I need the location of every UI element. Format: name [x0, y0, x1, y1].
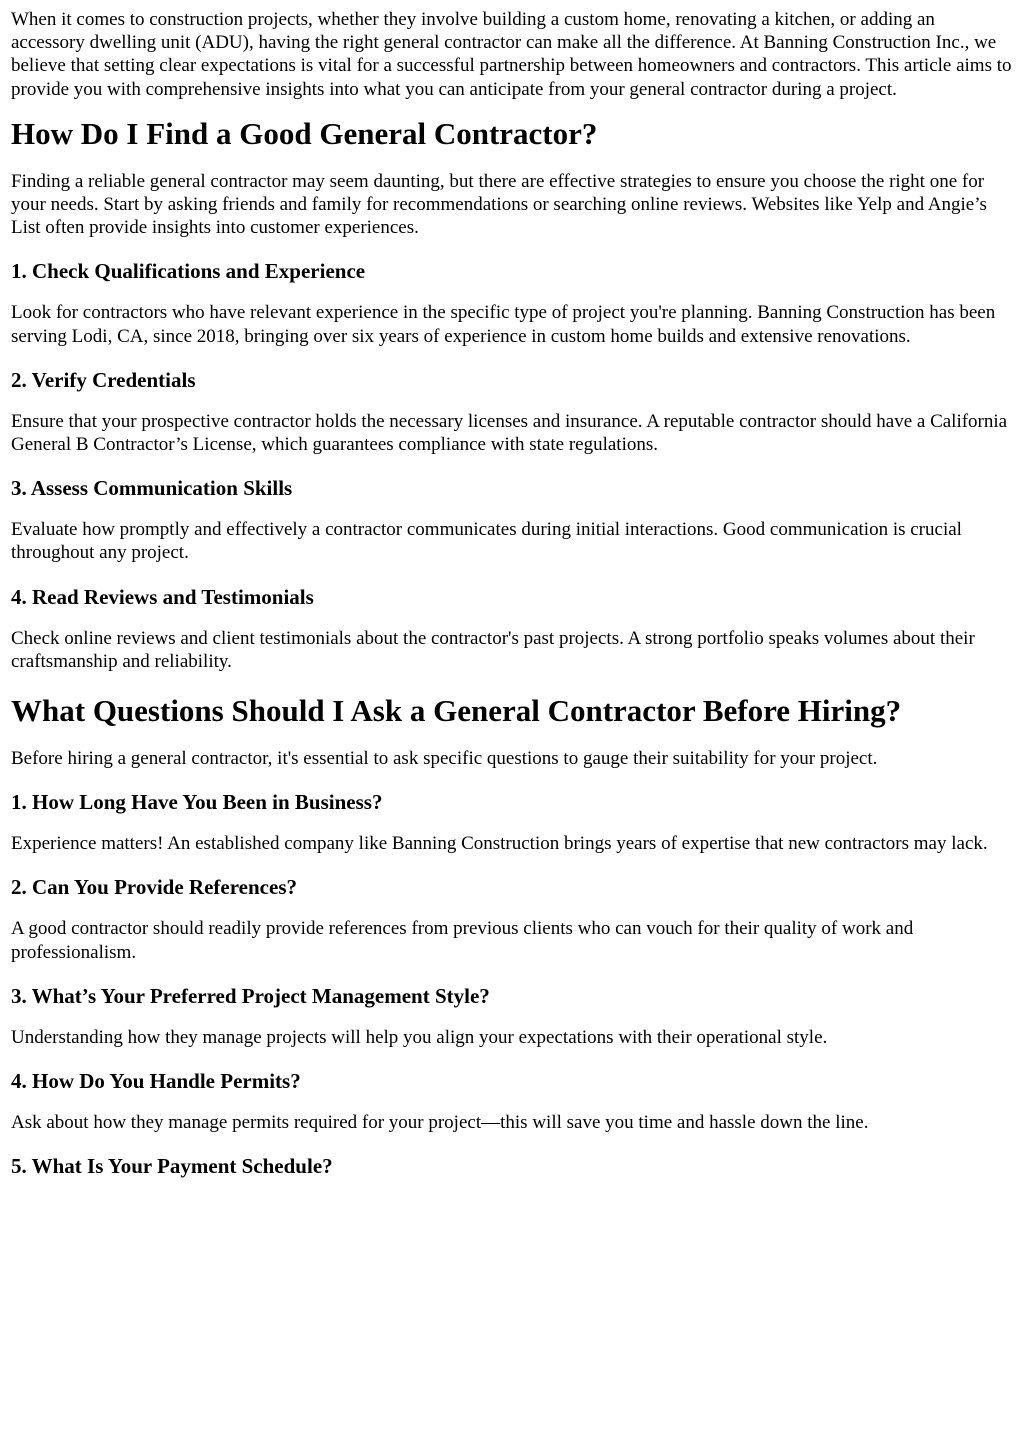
subheading-qualifications: 1. Check Qualifications and Experience: [11, 259, 366, 284]
management-style-text: Understanding how they manage projects will help you align your expectations with their operational style.: [11, 1026, 828, 1048]
subheading-management-style: 3. What’s Your Preferred Project Management Style?: [11, 983, 490, 1008]
subheading-permits: 4. How Do You Handle Permits?: [11, 1069, 301, 1094]
qualifications-text: Look for contractors who have relevant experience in the specific type of project you're planning. Banning Construction has been serving Lodi, CA, since 2018, bringing over six years of experience in custom home builds and extensive renovations.: [11, 302, 996, 347]
subheading-credentials: 2. Verify Credentials: [11, 367, 196, 392]
subheading-references: 2. Can You Provide References?: [11, 875, 297, 900]
section-heading-find-contractor: How Do I Find a Good General Contractor?: [11, 115, 598, 151]
credentials-text: Ensure that your prospective contractor holds the necessary licenses and insurance. A reputable contractor should have a California General B Contractor’s License, which guarantees compliance with state regulations.: [11, 410, 1008, 456]
reviews-text: Check online reviews and client testimonials about the contractor's past projects. A strong portfolio speaks volumes about their craftsmanship and reliability.: [11, 627, 975, 672]
subheading-payment-schedule: 5. What Is Your Payment Schedule?: [11, 1154, 333, 1179]
intro-paragraph: When it comes to construction projects, whether they involve building a custom home, renovating a kitchen, or adding an accessory dwelling unit (ADU), having the right general contractor can make all the difference. At Banning Construction Inc., we believe that setting clear expectations is vital for a successful partnership between homeowners and contractors. This article aims to provide you with comprehensive insights into what you can anticipate from your general contractor during a project.: [11, 9, 1012, 100]
subheading-communication: 3. Assess Communication Skills: [11, 476, 293, 501]
section-paragraph: Before hiring a general contractor, it's essential to ask specific questions to gauge their suitability for your project.: [11, 748, 878, 770]
subheading-business-length: 1. How Long Have You Been in Business?: [11, 790, 383, 815]
subheading-reviews: 4. Read Reviews and Testimonials: [11, 584, 314, 609]
communication-text: Evaluate how promptly and effectively a contractor communicates during initial interactions. Good communication is crucial throughout any project.: [11, 519, 962, 564]
section-heading-questions: What Questions Should I Ask a General Contractor Before Hiring?: [11, 693, 902, 729]
section-paragraph: Finding a reliable general contractor may seem daunting, but there are effective strategies to ensure you choose the right one for your needs. Start by asking friends and family for recommendations or searching online reviews. Websites like Yelp and Angie’s List often provide insights into customer experiences.: [11, 170, 987, 239]
references-text: A good contractor should readily provide references from previous clients who can vouch for their quality of work and professionalism.: [11, 918, 914, 963]
business-length-text: Experience matters! An established company like Banning Construction brings years of expertise that new contractors may lack.: [11, 833, 988, 855]
permits-text: Ask about how they manage permits required for your project—this will save you time and hassle down the line.: [11, 1112, 869, 1134]
